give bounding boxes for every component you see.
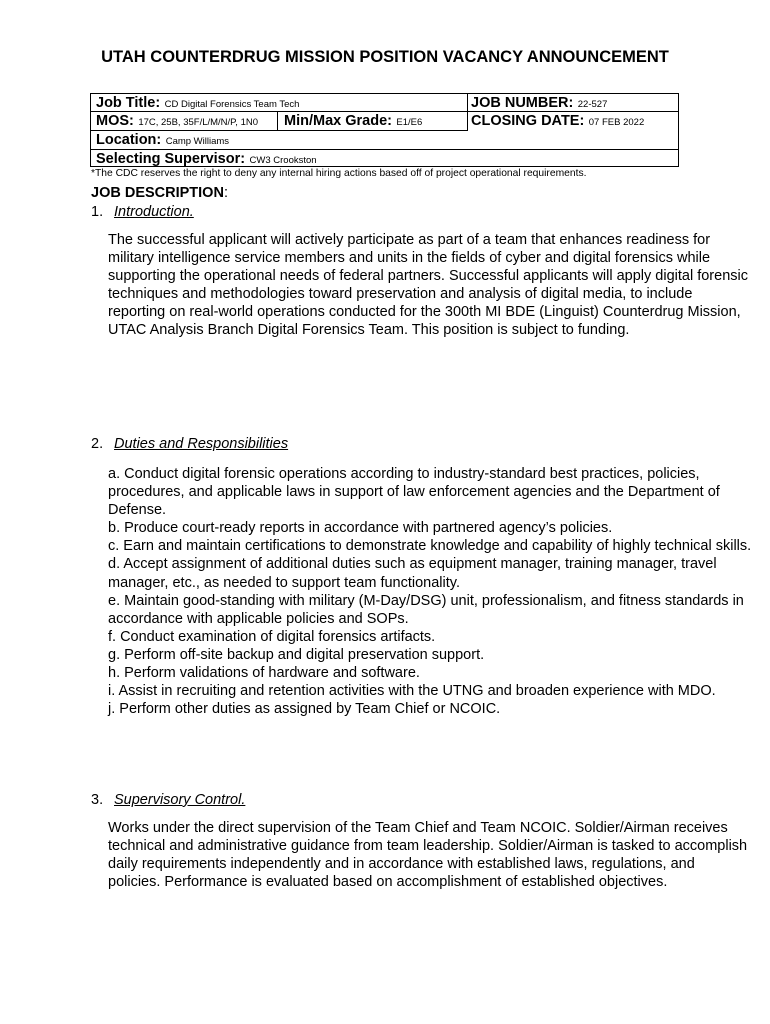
location-value: Camp Williams bbox=[165, 136, 230, 147]
job-description-heading-text: JOB DESCRIPTION bbox=[91, 185, 224, 201]
page-title: UTAH COUNTERDRUG MISSION POSITION VACANCY ANNOUNCEMENT bbox=[101, 48, 669, 66]
job-title-value: CD Digital Forensics Team Tech bbox=[164, 99, 300, 110]
closing-date-row bbox=[471, 112, 644, 131]
supervisor-value: CW3 Crookston bbox=[249, 155, 317, 166]
job-number-label: JOB NUMBER: bbox=[471, 95, 574, 111]
job-title-row bbox=[96, 94, 299, 113]
job-info-box bbox=[90, 93, 679, 167]
duty-item: i. Assist in recruiting and retention activities with the UTNG and broaden experience with MDO. bbox=[108, 683, 716, 700]
duties-list bbox=[108, 465, 753, 718]
column-divider bbox=[277, 111, 278, 131]
job-number-row bbox=[471, 94, 607, 113]
section-heading-duties bbox=[91, 436, 288, 452]
paragraph: Works under the direct supervision of the Team Chief and Team NCOIC. Soldier/Airman receives technical and administrative guidance from team leadership. Soldier/Airman is tasked to accomplish daily requirements independently and in accordance with established laws, regulations, and policies. Performance is evaluated based on accomplishment of established objectives. bbox=[108, 820, 748, 891]
duty-item: c. Earn and maintain certifications to demonstrate knowledge and capability of highly technical skills. bbox=[108, 538, 752, 555]
introduction-body bbox=[108, 231, 748, 340]
location-label: Location: bbox=[96, 132, 162, 148]
closing-date-value: 07 FEB 2022 bbox=[588, 117, 645, 128]
duty-item: d. Accept assignment of additional duties such as equipment manager, training manager, travel manager, etc., as needed to support team functionality. bbox=[108, 556, 717, 591]
mos-row bbox=[96, 112, 258, 131]
job-number-value: 22-527 bbox=[577, 99, 608, 110]
duty-item: h. Perform validations of hardware and software. bbox=[108, 665, 420, 682]
grade-label: Min/Max Grade: bbox=[284, 113, 392, 129]
duty-item: j. Perform other duties as assigned by Team Chief or NCOIC. bbox=[108, 701, 501, 718]
supervisor-label: Selecting Supervisor: bbox=[96, 151, 246, 167]
section-number: 2. bbox=[91, 436, 104, 452]
section-title: Introduction. bbox=[114, 204, 194, 220]
job-description-heading: JOB DESCRIPTION: bbox=[91, 185, 228, 201]
column-divider bbox=[467, 94, 468, 131]
section-number: 3. bbox=[91, 792, 104, 808]
closing-date-label: CLOSING DATE: bbox=[471, 113, 585, 129]
duty-item: e. Maintain good-standing with military (M-Day/DSG) unit, professionalism, and fitness standards in accordance with applicable policies and SOPs. bbox=[108, 592, 744, 627]
supervisory-control-body bbox=[108, 819, 748, 891]
mos-label: MOS: bbox=[96, 113, 134, 129]
section-number: 1. bbox=[91, 204, 104, 220]
section-heading-supervisory-control bbox=[91, 792, 245, 808]
duty-item: b. Produce court-ready reports in accordance with partnered agency’s policies. bbox=[108, 520, 613, 537]
duty-item: g. Perform off-site backup and digital preservation support. bbox=[108, 646, 485, 663]
duty-item: f. Conduct examination of digital forensics artifacts. bbox=[108, 628, 436, 645]
job-title-label: Job Title: bbox=[96, 95, 161, 111]
location-row bbox=[96, 131, 229, 150]
section-title: Duties and Responsibilities bbox=[114, 436, 289, 452]
paragraph: The successful applicant will actively participate as part of a team that enhances readiness for military intelligence service members and units in the fields of cyber and digital forensics while supporting the operational needs of federal partners. Successful applicants will apply digital forensic techniques and methodologies toward preservation and analysis of digital media, to include reporting on real-world operations conducted for the 300th MI BDE (Linguist) Counterdrug Mission, UTAC Analysis Branch Digital Forensics Team. This position is subject to funding. bbox=[108, 232, 748, 339]
grade-value: E1/E6 bbox=[396, 117, 423, 128]
section-heading-introduction bbox=[91, 204, 194, 220]
disclaimer-note: *The CDC reserves the right to deny any internal hiring actions based off of project operational requirements. bbox=[91, 168, 587, 179]
grade-row bbox=[284, 112, 422, 131]
section-title: Supervisory Control. bbox=[114, 792, 246, 808]
duty-item: a. Conduct digital forensic operations according to industry-standard best practices, policies, procedures, and applicable laws in support of law enforcement agencies and the Department of Defense. bbox=[108, 466, 720, 519]
mos-value: 17C, 25B, 35F/L/M/N/P, 1N0 bbox=[138, 117, 259, 128]
supervisor-row bbox=[96, 150, 317, 169]
